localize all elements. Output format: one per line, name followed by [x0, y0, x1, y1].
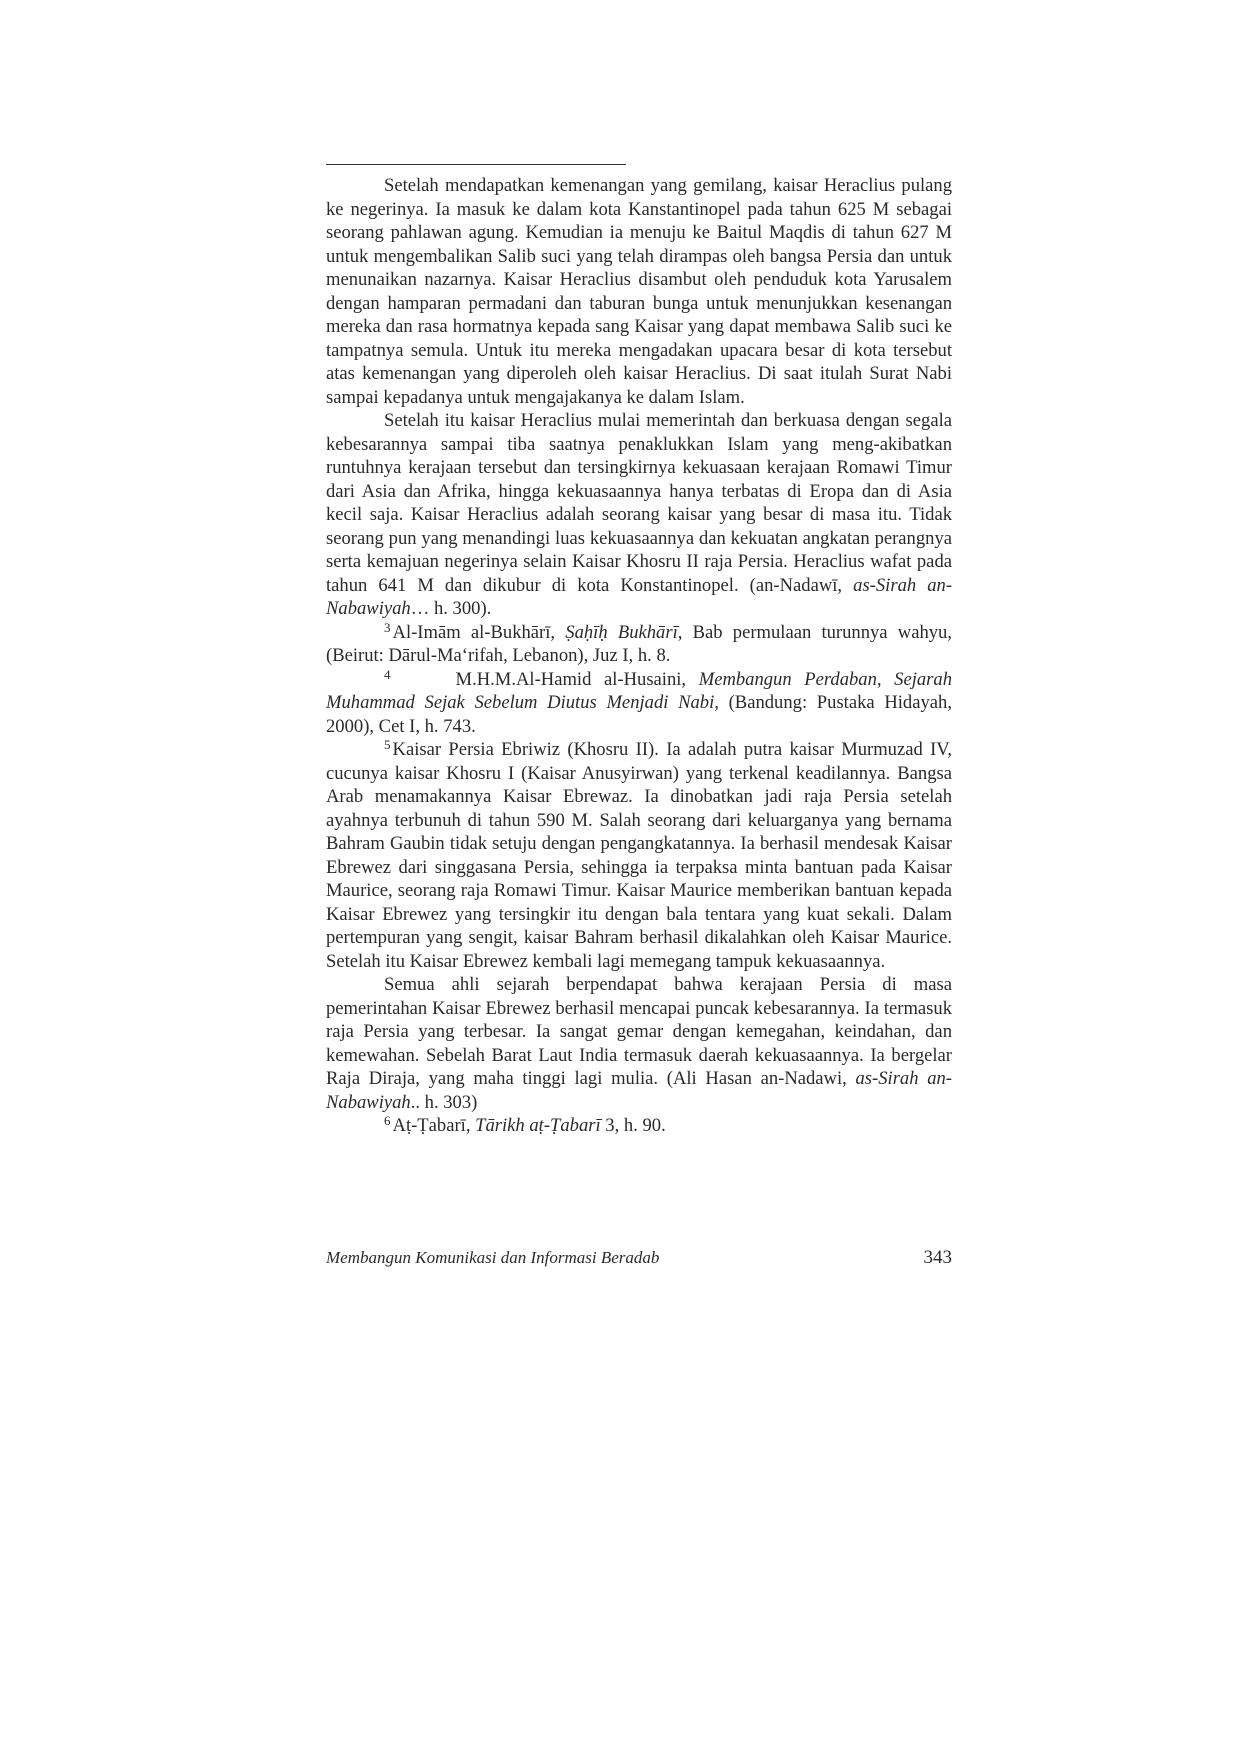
text-run: Setelah mendapatkan kemenangan yang gemilang, kaisar Heraclius pulang ke negerinya. Ia masuk ke dalam kota Kanstantinopel pada tahun 625 M sebagai seorang pahlawan agung. Kemudian ia menuju ke Baitul Maqdis di tahun 627 M untuk mengembalikan Salib suci yang telah dirampas oleh bangsa Persia dan untuk menunaikan nazarnya. Kaisar Heraclius disambut oleh penduduk kota Yarusalem dengan hamparan permadani dan taburan bunga untuk menunjukkan kesenangan mereka dan rasa hormatnya kepada sang Kaisar yang dapat membawa Salib suci ke tampatnya semula. Untuk itu mereka mengadakan upacara besar di kota tersebut atas kemenangan yang diperoleh oleh kaisar Heraclius. Di saat itulah Surat Nabi sampai kepadanya untuk mengajakanya ke dalam Islam.: [326, 175, 952, 408]
italic-title: Tārikh aṭ-Ṭabarī: [475, 1115, 601, 1136]
footnote-number: 5: [384, 737, 391, 753]
footnote-separator-rule: [326, 164, 626, 165]
footnote-3: [326, 621, 952, 668]
italic-title: as-Sirah an-Nabawiyah: [326, 574, 953, 619]
footnote-number: 3: [384, 619, 391, 635]
text-run: Setelah itu kaisar Heraclius mulai memerintah dan berkuasa dengan segala kebesarannya sampai tiba saatnya penaklukkan Islam yang meng-akibatkan runtuhnya kerajaan tersebut dan tersingkirnya kekuasaan kerajaan Romawi Timur dari Asia dan Afrika, hingga kekuasaannya hanya terbatas di Eropa dan di Asia kecil saja. Kaisar Heraclius adalah seorang kaisar yang besar di masa itu. Tidak seorang pun yang menandingi luas kekuasaannya dan kekuatan angkatan perangnya serta kemajuan negerinya selain Kaisar Khosru II raja Persia. Heraclius wafat pada tahun 641 M dan dikubur di kota Konstantinopel. (an-Nadawī,: [326, 410, 952, 596]
italic-title: as-Sirah an-Nabawiyah: [326, 1068, 953, 1113]
footnote-continuation-paragraph: [326, 409, 952, 621]
text-run: , Bab permulaan turunnya wahyu, (Beirut: Dārul-Ma‘rifah, Lebanon), Juz I, h. 8.: [326, 621, 952, 666]
text-run: M.H.M.Al-Hamid al-Husaini,: [455, 668, 699, 690]
text-run: .. h. 303): [410, 1091, 478, 1113]
footnote-number: 4: [384, 666, 391, 682]
text-run: 3, h. 90.: [600, 1115, 666, 1136]
footnotes-area: [326, 174, 952, 1138]
italic-title: Membangun Perdaban, Sejarah Muhammad Sejak Sebelum Diutus Menjadi Nabi,: [326, 668, 952, 713]
text-run: … h. 300).: [410, 598, 492, 619]
footnote-continuation-paragraph: [326, 174, 952, 409]
text-run: (Bandung: Pustaka Hidayah, 2000), Cet I, h. 743.: [326, 692, 952, 737]
page-footer: [326, 1247, 952, 1269]
text-run: Semua ahli sejarah berpendapat bahwa kerajaan Persia di masa pemerintahan Kaisar Ebrewez berhasil mencapai puncak kebesarannya. Ia termasuk raja Persia yang terbesar. Ia sangat gemar dengan kemegahan, keindahan, dan kemewahan. Sebelah Barat Laut India termasuk daerah kekuasaannya. Ia bergelar Raja Diraja, yang maha tinggi lagi mulia. (Ali Hasan an-Nadawi,: [326, 974, 952, 1089]
footnote-5: [326, 738, 952, 973]
running-title: Membangun Komunikasi dan Informasi Beradab: [326, 1248, 660, 1267]
footnote-6: [326, 1114, 952, 1138]
footnote-5-continuation: [326, 973, 952, 1114]
text-run: Aṭ-Ṭabarī,: [392, 1115, 476, 1136]
text-run: Kaisar Persia Ebriwiz (Khosru II). Ia adalah putra kaisar Murmuzad IV, cucunya kaisar Khosru I (Kaisar Anusyirwan) yang terkenal keadilannya. Bangsa Arab menamakannya Kaisar Ebrewaz. Ia dinobatkan jadi raja Persia setelah ayahnya terbunuh di tahun 590 M. Salah seorang dari keluarganya yang bernama Bahram Gaubin tidak setuju dengan pengangkatannya. Ia berhasil mendesak Kaisar Ebrewez dari singgasana Persia, sehingga ia terpaksa minta bantuan pada Kaisar Maurice, seorang raja Romawi Timur. Kaisar Maurice memberikan bantuan kepada Kaisar Ebrewez yang tersingkir itu dengan bala tentara yang kuat sekali. Dalam pertempuran yang sengit, kaisar Bahram berhasil dikalahkan oleh Kaisar Maurice. Setelah itu Kaisar Ebrewez kembali lagi memegang tampuk kekuasaannya.: [326, 739, 952, 972]
footnote-4: [326, 668, 952, 739]
footnote-number: 6: [384, 1113, 391, 1129]
page-number: 343: [923, 1247, 952, 1268]
text-run: Al-Imām al-Bukhārī,: [392, 621, 566, 643]
italic-title: Ṣaḥīḥ Bukhārī: [565, 621, 678, 643]
